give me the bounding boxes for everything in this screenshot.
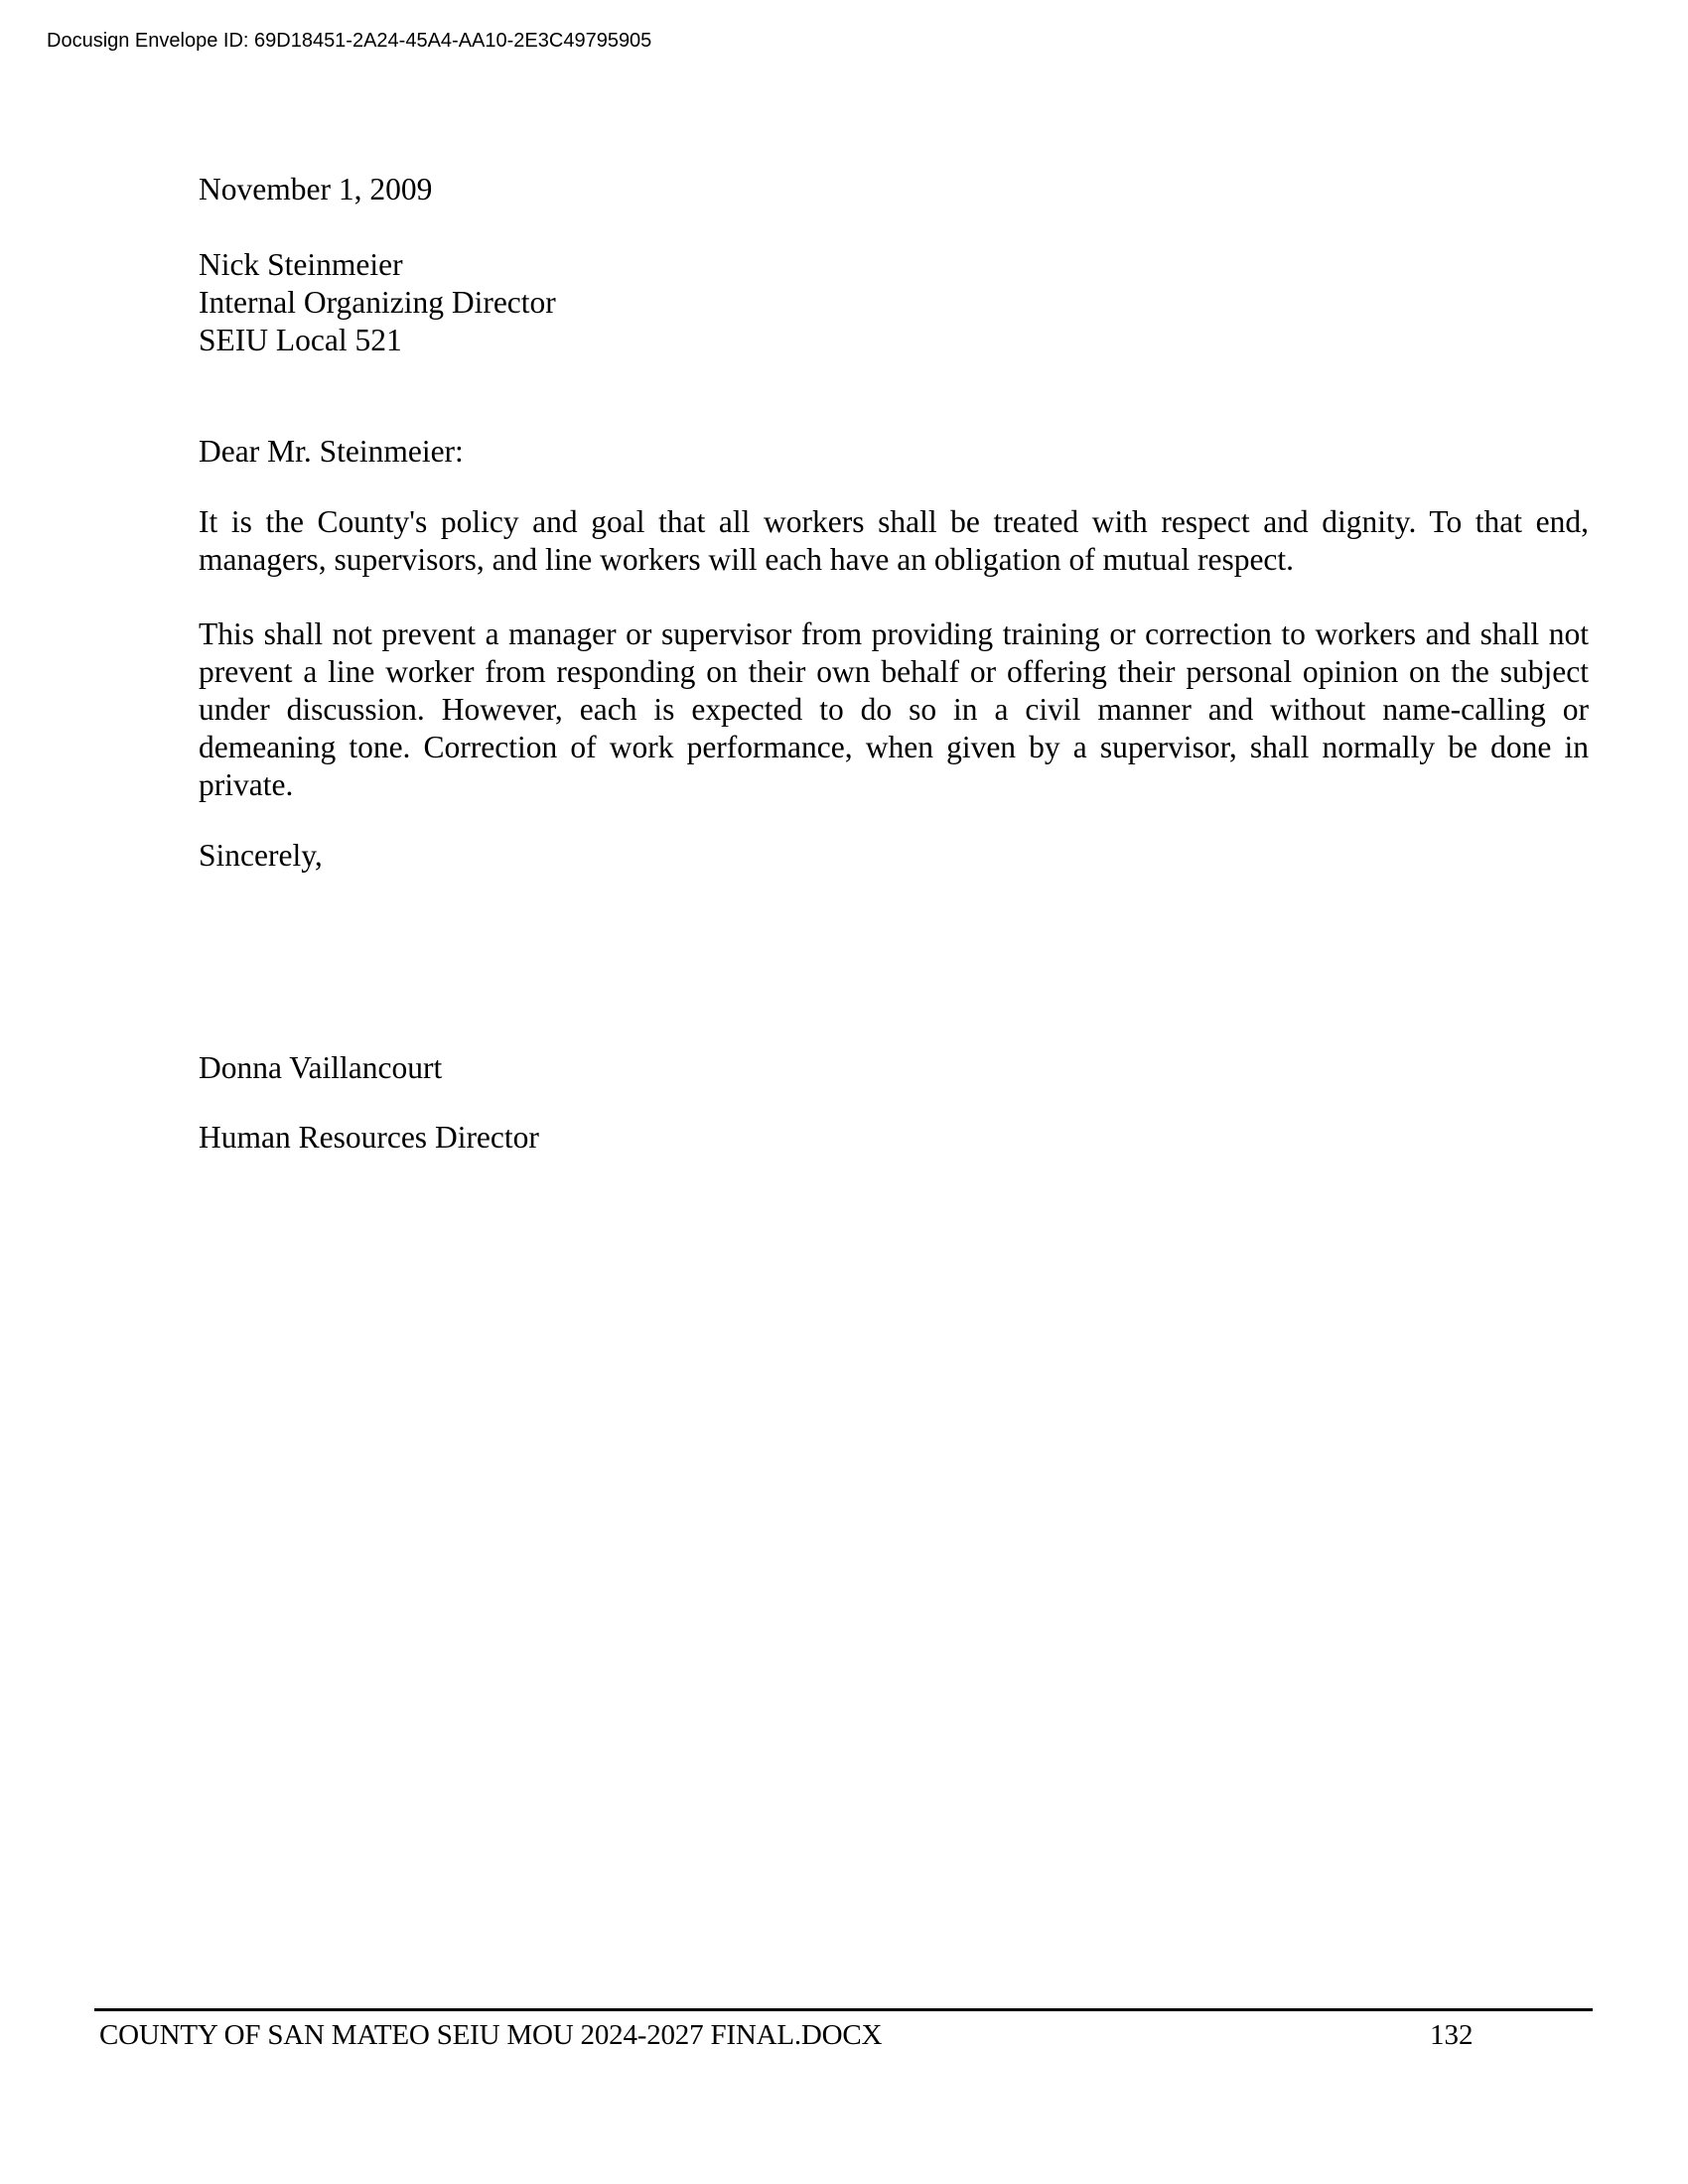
footer-page-number: 132	[1430, 2019, 1474, 2051]
signer-name: Donna Vaillancourt	[199, 1050, 443, 1085]
signer-title: Human Resources Director	[199, 1120, 539, 1155]
letter-date: November 1, 2009	[199, 172, 433, 206]
recipient-title: Internal Organizing Director	[199, 285, 556, 320]
body-paragraph-1: It is the County's policy and goal that all workers shall be treated with respect and dignity. To that end, managers, supervisors, and line workers will each have an obligation of mutual respect.	[199, 504, 1589, 577]
closing: Sincerely,	[199, 838, 323, 873]
footer-document-name: COUNTY OF SAN MATEO SEIU MOU 2024-2027 FINAL.DOCX	[99, 2019, 883, 2051]
docusign-envelope-id: Docusign Envelope ID: 69D18451-2A24-45A4-AA10-2E3C49795905	[47, 30, 652, 52]
body-paragraph-2: This shall not prevent a manager or supervisor from providing training or correction to workers and shall not prevent a line worker from responding on their own behalf or offering their personal opinion on the subject under discussion. However, each is expected to do so in a civil manner and without name-calling or demeaning tone. Correction of work performance, when given by a supervisor, shall normally be done in private.	[199, 616, 1589, 802]
salutation: Dear Mr. Steinmeier:	[199, 434, 464, 469]
recipient-name: Nick Steinmeier	[199, 247, 403, 282]
footer-divider	[94, 2008, 1593, 2011]
recipient-organization: SEIU Local 521	[199, 323, 402, 357]
